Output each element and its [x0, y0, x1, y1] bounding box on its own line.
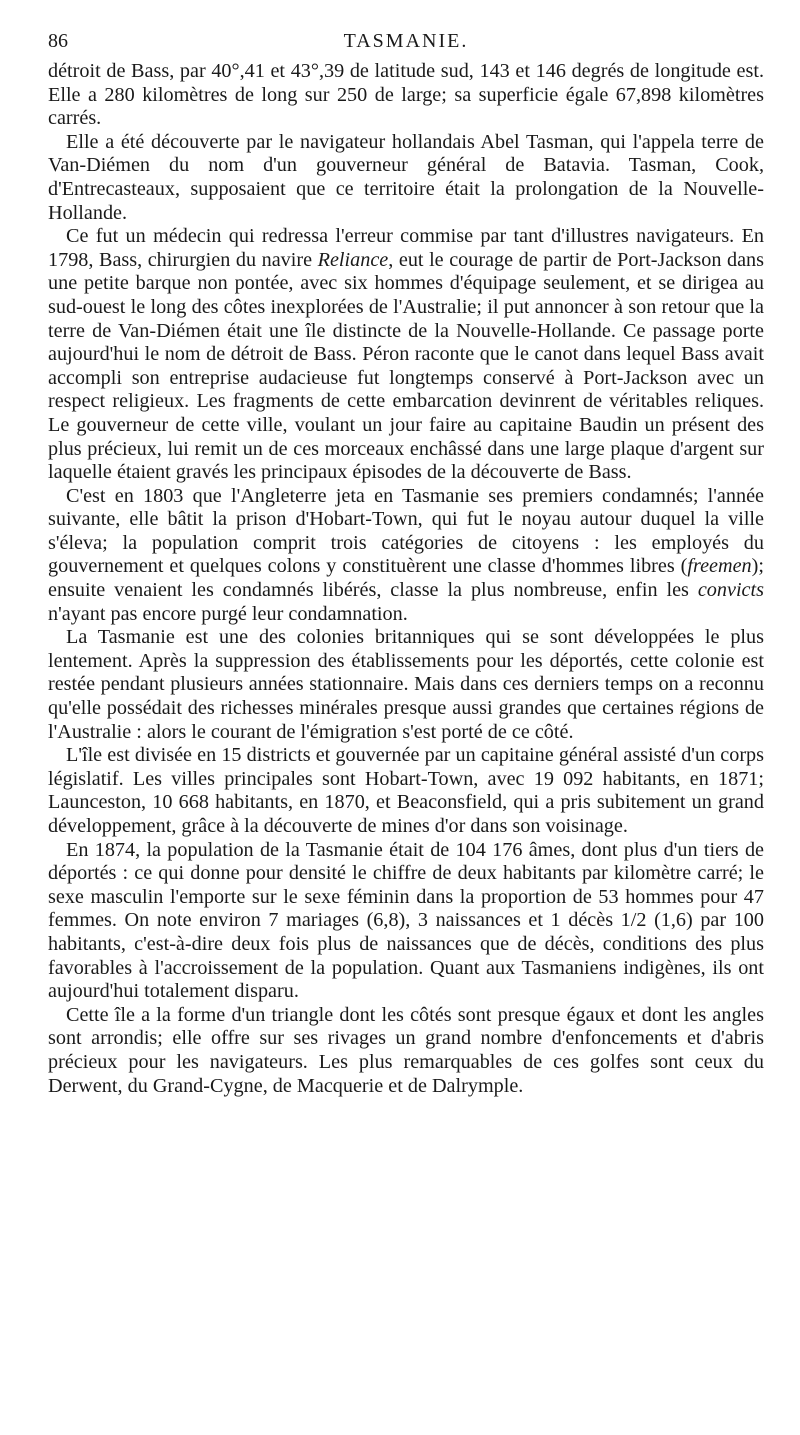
paragraph-discovery — [48, 131, 764, 225]
text-run: , eut le courage de partir de Port-Jackson dans une petite barque non pontée, avec six hommes d'équipage seulement, et se dirigea au sud-ouest le long des côtes inexplorées de l'Australie; il put annoncer à son retour que la terre de Van-Diémen était une île distincte de la Nouvelle-Hollande. Ce passage porte aujourd'hui le nom de détroit de Bass. Péron raconte que le canot dans lequel Bass avait accompli son entreprise audacieuse fut longtemps conservé à Port-Jackson avec un respect religieux. Les fragments de cette embarcation devinrent de véritables reliques. Le gouverneur de cette ville, voulant un jour faire au capitaine Baudin un présent des plus précieux, lui remit un de ces morceaux enchâssé dans une large plaque d'argent sur laquelle étaient gravés les principaux épisodes de la découverte de Bass. — [48, 248, 765, 484]
text-run: détroit de Bass, par 40°,41 et 43°,39 de latitude sud, 143 et 146 degrés de longitude est. Elle a 280 kilomètres de long sur 250 de large; sa superficie égale 67,898 kilomètres carrés. — [48, 60, 764, 130]
paragraph-development — [48, 626, 764, 744]
running-head — [48, 30, 764, 60]
text-run: Cette île a la forme d'un triangle dont les côtés sont presque égaux et dont les angles sont arrondis; elle offre sur ses rivages un grand nombre d'enfoncements et d'abris précieux pour les navigateurs. Les plus remarquables de ces golfes sont ceux du Derwent, du Grand-Cygne, de Macquerie et de Dalrymple. — [48, 1003, 764, 1097]
text-run: En 1874, la population de la Tasmanie était de 104 176 âmes, dont plus d'un tiers de déportés : ce qui donne pour densité le chiffre de deux habitants par kilomètre carré; le sexe masculin l'emporte sur le sexe féminin dans la proportion de 53 hommes pour 47 femmes. On note environ 7 mariages (6,8), 3 naissances et 1 décès 1/2 (1,6) par 100 habitants, c'est-à-dire deux fois plus de naissances que de décès, conditions des plus favorables à l'accroissement de la population. Quant aux Tasmaniens indigènes, ils ont aujourd'hui totalement disparu. — [48, 838, 764, 1003]
term-freemen: freemen — [687, 555, 752, 578]
paragraph-bass-voyage — [48, 225, 764, 485]
text-run: La Tasmanie est une des colonies britanniques qui se sont développées le plus lentement. Après la suppression des établissements pour les déportés, cette colonie est restée pendant plusieurs années stationnaire. Mais dans ces derniers temps on a reconnu qu'elle possédait des richesses minérales presque aussi grandes que certaines régions de l'Australie : alors le courant de l'émigration s'est porté de ce côté. — [48, 626, 764, 743]
paragraph-population — [48, 839, 764, 1004]
paragraph-administration — [48, 744, 764, 838]
ship-name: Reliance — [317, 248, 389, 271]
text-run: n'ayant pas encore purgé leur condamnation. — [48, 602, 408, 625]
page-number: 86 — [48, 30, 68, 52]
text-run: C'est en 1803 que l'Angleterre jeta en Tasmanie ses premiers condamnés; l'année suivante, elle bâtit la prison d'Hobart-Town, qui fut le noyau autour duquel la ville s'éleva; la population comprit trois catégories de citoyens : les employés du gouvernement et quelques colons y constituèrent une classe d'hommes libres ( — [48, 484, 764, 578]
paragraph-geography — [48, 1004, 764, 1098]
paragraph-continued — [48, 60, 764, 131]
text-run: L'île est divisée en 15 districts et gouvernée par un capitaine général assisté d'un corps législatif. Les villes principales sont Hobart-Town, avec 19 092 habitants, en 1871; Launceston, 10 668 habitants, en 1870, et Beaconsfield, qui a pris subitement un grand développement, grâce à la découverte de mines d'or dans son voisinage. — [48, 744, 764, 837]
text-run: Elle a été découverte par le navigateur hollandais Abel Tasman, qui l'appela terre de Van-Diémen du nom d'un gouverneur général de Batavia. Tasman, Cook, d'Entrecasteaux, supposaient que ce territoire était la prolongation de la Nouvelle-Hollande. — [48, 130, 764, 224]
text-run: Ce fut un médecin qui redressa l'erreur commise par tant d'illustres navigateurs. En 1798, Bass, chirurgien du navire — [48, 225, 764, 271]
term-convicts: convicts — [697, 579, 764, 602]
text-run: ); ensuite venaient les condamnés libérés, classe la plus nombreuse, enfin les — [48, 555, 764, 602]
body-text — [48, 60, 764, 1098]
running-title: TASMANIE. — [343, 30, 469, 52]
paragraph-colonization — [48, 485, 764, 627]
